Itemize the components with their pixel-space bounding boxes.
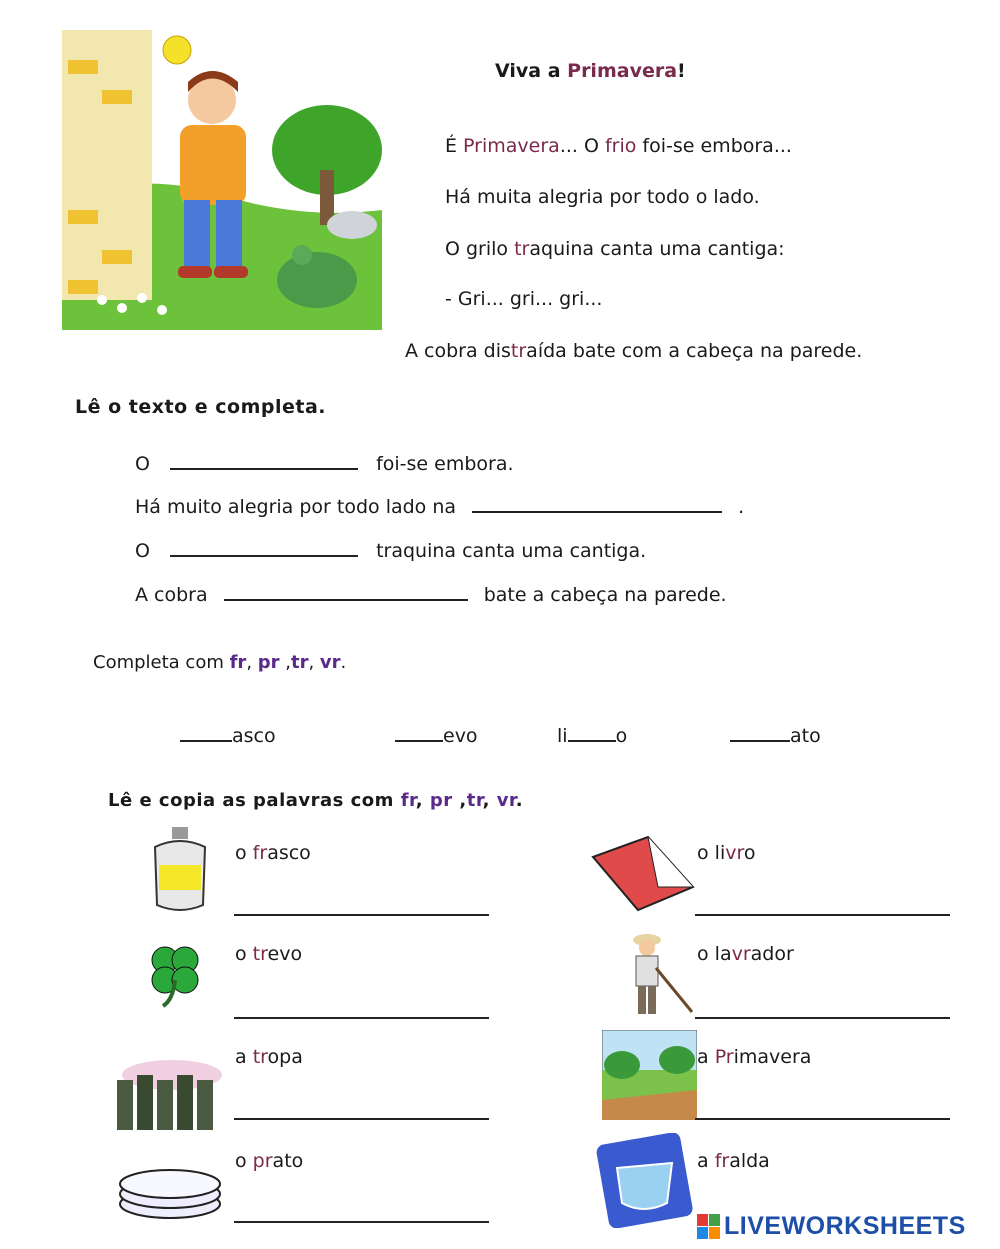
liveworksheets-logo-icon [697, 1214, 721, 1240]
fill-word-1 [180, 722, 276, 747]
section1-instruction: Lê o texto e completa. [75, 396, 326, 418]
text: foi-se embora... [636, 135, 792, 157]
highlight: frio [604, 135, 637, 157]
label-lavrador [697, 943, 794, 965]
sep: , [279, 652, 291, 673]
story-line-5 [405, 340, 862, 362]
sep: , [415, 790, 430, 811]
text: a [697, 1046, 715, 1068]
text: É [445, 135, 464, 157]
consonant-pair: tr [466, 790, 483, 811]
troops-picture [112, 1055, 232, 1135]
text: o li [697, 842, 726, 864]
answer-blank[interactable] [395, 722, 443, 742]
consonant-pair: pr [257, 652, 280, 673]
text: traquina canta uma cantiga. [376, 540, 647, 562]
text: foi-se embora. [376, 453, 514, 475]
answer-blank[interactable] [170, 450, 358, 470]
answer-blank[interactable] [224, 581, 468, 601]
text: A cobra [135, 584, 208, 606]
text: bate a cabeça na parede. [483, 584, 727, 606]
bottle-picture [145, 825, 215, 915]
text: O [135, 453, 150, 475]
highlight: vr [725, 842, 744, 864]
label-frasco [235, 842, 311, 864]
text: Completa com [93, 652, 230, 673]
text: o [235, 1150, 253, 1172]
sentence-3 [135, 537, 646, 562]
story-line-1 [445, 135, 792, 157]
text: ador [750, 943, 794, 965]
text: o la [697, 943, 732, 965]
text: asco [267, 842, 311, 864]
text: alda [729, 1150, 770, 1172]
text: o [743, 842, 756, 864]
story-line-2: Há muita alegria por todo o lado. [445, 186, 760, 208]
consonant-pair: vr [496, 790, 516, 811]
text: O grilo [445, 238, 515, 260]
answer-blank[interactable] [180, 722, 232, 742]
consonant-pair: tr [290, 652, 309, 673]
text: ato [272, 1150, 304, 1172]
text: Há muito alegria por todo lado na [135, 496, 457, 518]
text: o [235, 943, 253, 965]
answer-blank[interactable] [170, 537, 358, 557]
highlight: pr [252, 1150, 273, 1172]
sep: , [482, 790, 497, 811]
fill-word-4 [730, 722, 821, 747]
plates-picture [115, 1162, 225, 1222]
text: aquina canta uma cantiga: [529, 238, 785, 260]
sentence-4 [135, 581, 727, 606]
word: asco [232, 725, 276, 747]
liveworksheets-logo [697, 1212, 966, 1241]
story-title [495, 60, 686, 82]
answer-line[interactable] [695, 913, 950, 916]
text: aída bate com a cabeça na parede. [526, 340, 863, 362]
fill-word-2 [395, 722, 478, 747]
consonant-pair: fr [229, 652, 247, 673]
highlight: Primavera [463, 135, 560, 157]
answer-line[interactable] [234, 1016, 489, 1019]
highlight: tr [514, 238, 530, 260]
word: evo [443, 725, 478, 747]
text: a [235, 1046, 253, 1068]
answer-blank[interactable] [568, 722, 616, 742]
sep: . [340, 652, 347, 673]
diaper-picture [592, 1133, 697, 1228]
spring-boy-illustration [62, 20, 382, 330]
sep: , [452, 790, 467, 811]
answer-line[interactable] [234, 913, 489, 916]
highlight: fr [714, 1150, 730, 1172]
answer-blank[interactable] [472, 493, 722, 513]
section3-instruction [108, 790, 523, 811]
label-tropa [235, 1046, 303, 1068]
farmer-picture [622, 928, 697, 1018]
label-livro [697, 842, 756, 864]
consonant-pair: pr [429, 790, 453, 811]
answer-line[interactable] [695, 1016, 950, 1019]
highlight: tr [252, 943, 268, 965]
sentence-1 [135, 450, 514, 475]
highlight: Pr [714, 1046, 734, 1068]
spring-landscape-picture [602, 1030, 697, 1120]
sep: . [515, 790, 524, 811]
answer-blank[interactable] [730, 722, 790, 742]
text: O [135, 540, 150, 562]
clover-picture [145, 940, 205, 1010]
text: Lê e copia as palavras com [108, 790, 401, 811]
highlight: fr [252, 842, 268, 864]
answer-line[interactable] [234, 1117, 489, 1120]
section2-instruction [93, 652, 346, 673]
label-fralda [697, 1150, 770, 1172]
sentence-2 [135, 493, 744, 518]
text: ... O [559, 135, 605, 157]
word: o [615, 725, 628, 747]
sep: , [308, 652, 320, 673]
highlight: tr [510, 340, 527, 362]
story-line-3 [445, 238, 785, 260]
label-trevo [235, 943, 302, 965]
title-highlight: Primavera [567, 60, 678, 82]
text: evo [267, 943, 303, 965]
answer-line[interactable] [695, 1117, 950, 1120]
consonant-pair: vr [319, 652, 341, 673]
book-picture [588, 832, 698, 912]
label-primavera [697, 1046, 811, 1068]
liveworksheets-wordmark: LIVEWORKSHEETS [724, 1212, 966, 1240]
highlight: tr [252, 1046, 268, 1068]
consonant-pair: fr [400, 790, 416, 811]
word: ato [790, 725, 821, 747]
word: li [557, 725, 568, 747]
title-end: ! [677, 60, 686, 82]
sep: , [246, 652, 258, 673]
answer-line[interactable] [234, 1220, 489, 1223]
text: . [738, 496, 745, 518]
text: imavera [733, 1046, 812, 1068]
label-prato [235, 1150, 303, 1172]
text: A cobra dis [405, 340, 511, 362]
text: a [697, 1150, 715, 1172]
text: o [235, 842, 253, 864]
fill-word-3 [557, 722, 627, 747]
text: opa [267, 1046, 303, 1068]
story-line-4: - Gri... gri... gri... [445, 288, 603, 310]
title-text: Viva a [495, 60, 568, 82]
highlight: vr [731, 943, 751, 965]
